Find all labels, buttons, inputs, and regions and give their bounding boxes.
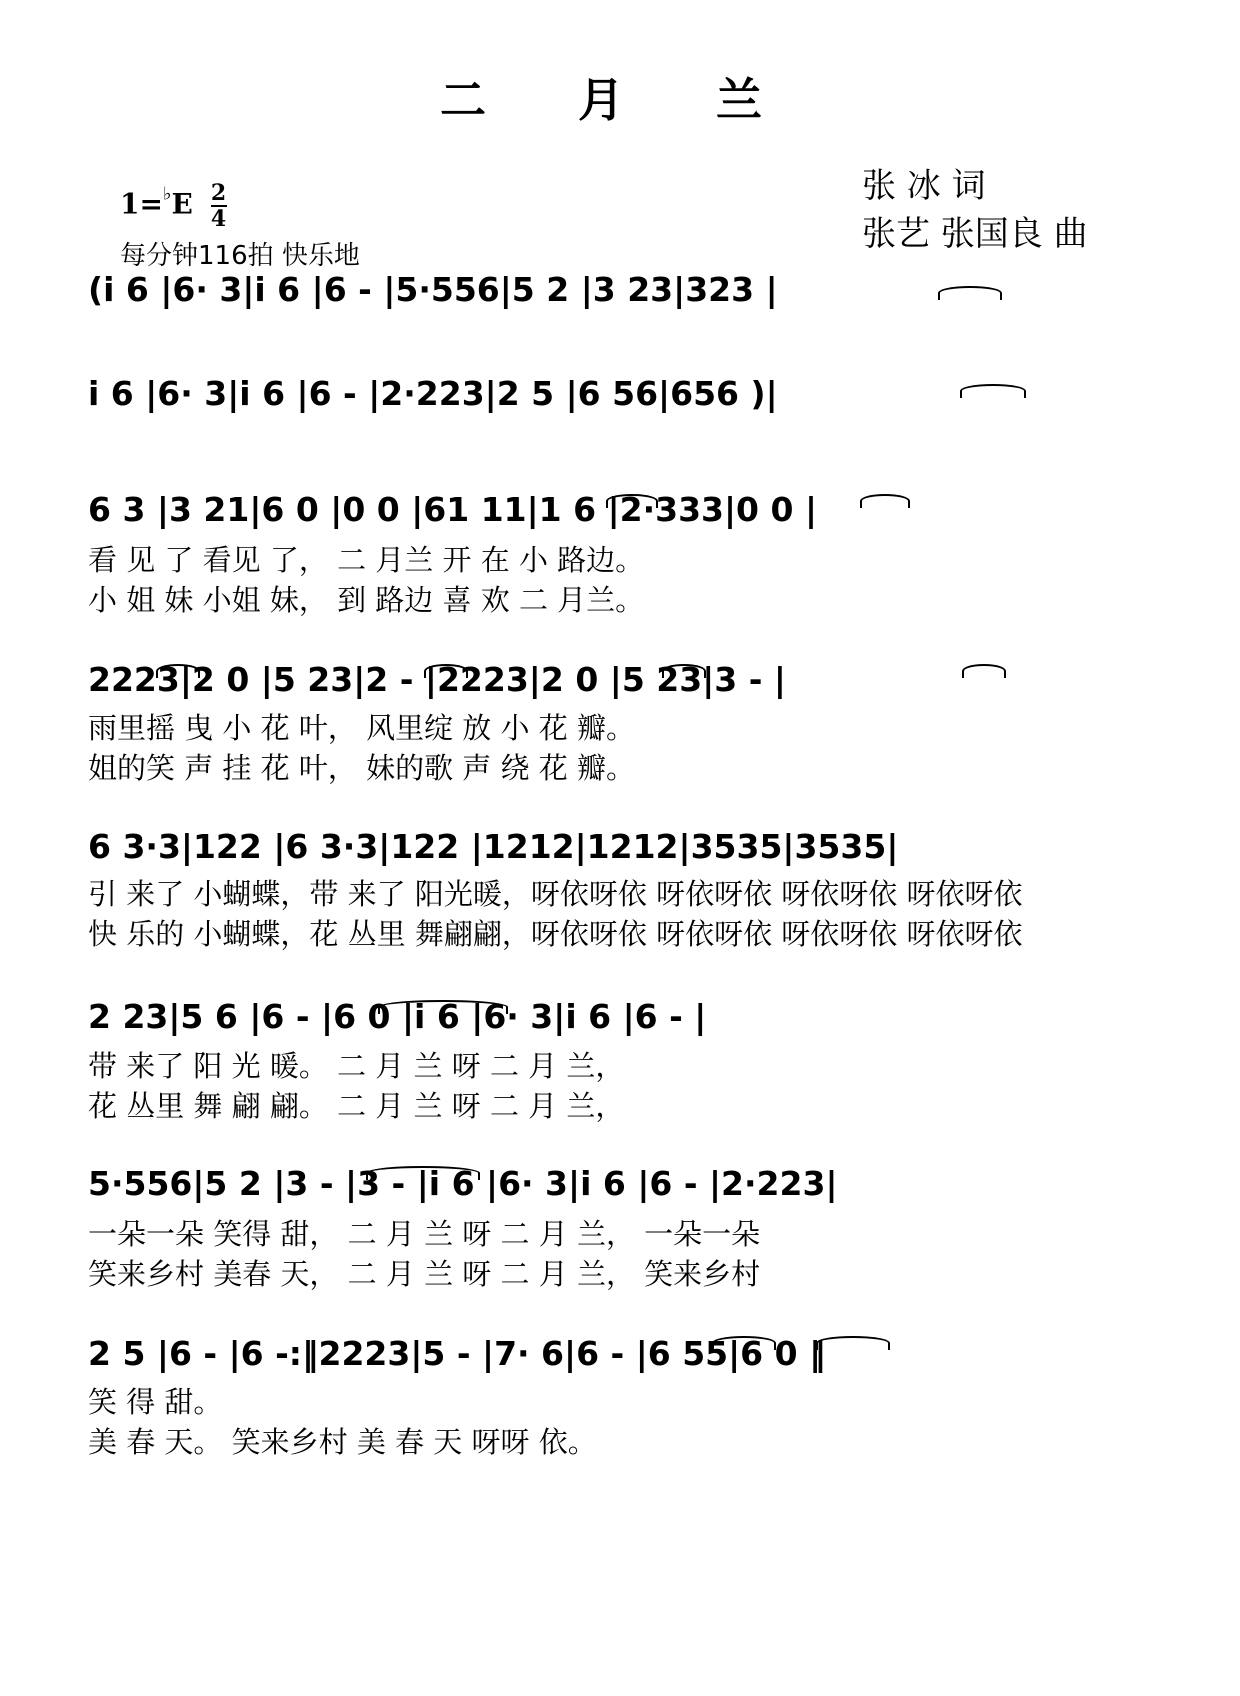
notation-line: 2 23|5 6 |6 - |6 0 |i 6 |6· 3|i 6 |6 - | xyxy=(88,997,707,1036)
lyric-line: 带 来了 阳 光 暖。 二 月 兰 呀 二 月 兰， xyxy=(88,1049,625,1083)
time-bottom: 4 xyxy=(210,206,227,232)
composer-credit: 张艺 张国良 曲 xyxy=(862,214,1088,254)
slur-mark xyxy=(860,494,910,508)
slur-mark xyxy=(816,1336,890,1350)
slur-mark xyxy=(962,664,1006,678)
key-note: E xyxy=(171,187,193,221)
lyric-line: 雨里摇 曳 小 花 叶， 风里绽 放 小 花 瓣。 xyxy=(88,711,635,745)
lyric-line: 小 姐 妹 小姐 妹， 到 路边 喜 欢 二 月兰。 xyxy=(88,583,645,617)
lyric-line: 美 春 天。 笑来乡村 美 春 天 呀呀 依。 xyxy=(88,1425,597,1459)
lyric-line: 姐的笑 声 挂 花 叶， 妹的歌 声 绕 花 瓣。 xyxy=(88,751,635,785)
slur-mark xyxy=(424,664,468,678)
slur-mark xyxy=(378,1000,508,1014)
slur-mark xyxy=(156,664,200,678)
time-signature xyxy=(211,182,227,230)
notation-line: i 6 |6· 3|i 6 |6 - |2·223|2 5 |6 56|656 )| xyxy=(88,374,778,413)
slur-mark xyxy=(606,494,658,508)
lyric-line: 笑 得 甜。 xyxy=(88,1385,223,1419)
lyric-line: 笑来乡村 美春 天， 二 月 兰 呀 二 月 兰， 笑来乡村 xyxy=(88,1257,761,1291)
notation-line: 2223|2 0 |5 23|2 - |2223|2 0 |5 23|3 - | xyxy=(88,660,786,699)
slur-mark xyxy=(712,1336,776,1350)
notation-line: (i 6 |6· 3|i 6 |6 - |5·556|5 2 |3 23|323 | xyxy=(88,270,778,309)
slur-mark xyxy=(662,664,706,678)
lyric-line: 花 丛里 舞 翩 翩。 二 月 兰 呀 二 月 兰， xyxy=(88,1089,625,1123)
tempo-marking: 每分钟116拍 快乐地 xyxy=(120,241,360,271)
flat-sign: ♭ xyxy=(162,183,172,205)
notation-line: 6 3 |3 21|6 0 |0 0 |61 11|1 6 |2·333|0 0 | xyxy=(88,490,818,529)
slur-mark xyxy=(938,286,1002,300)
lyric-line: 一朵一朵 笑得 甜， 二 月 兰 呀 二 月 兰， 一朵一朵 xyxy=(88,1217,761,1251)
key-prefix: 1= xyxy=(120,187,163,221)
song-title: 二 月 兰 xyxy=(439,73,801,127)
notation-line: 5·556|5 2 |3 - |3 - |i 6 |6· 3|i 6 |6 - |2·223| xyxy=(88,1164,838,1203)
key-signature xyxy=(120,182,227,230)
slur-mark xyxy=(960,384,1026,398)
lyric-line: 看 见 了 看见 了， 二 月兰 开 在 小 路边。 xyxy=(88,543,645,577)
notation-line: 6 3·3|122 |6 3·3|122 |1212|1212|3535|3535| xyxy=(88,827,899,866)
notation-line: 2 5 |6 - |6 -:‖2223|5 - |7· 6|6 - |6 55|6 0 ‖ xyxy=(88,1334,826,1373)
lyricist-credit: 张 冰 词 xyxy=(862,166,986,206)
time-top: 2 xyxy=(210,180,227,206)
lyric-line: 引 来了 小蝴蝶，带 来了 阳光暖，呀依呀依 呀依呀依 呀依呀依 呀依呀依 xyxy=(88,877,1023,911)
lyric-line: 快 乐的 小蝴蝶，花 丛里 舞翩翩，呀依呀依 呀依呀依 呀依呀依 呀依呀依 xyxy=(88,917,1023,951)
slur-mark xyxy=(366,1166,480,1180)
